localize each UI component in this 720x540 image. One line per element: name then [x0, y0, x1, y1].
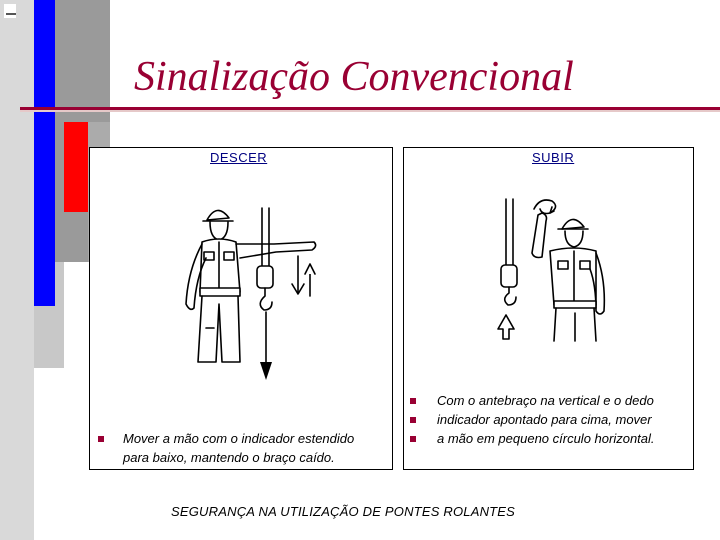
dark-tick [6, 13, 16, 15]
panel-descer-description [123, 429, 385, 467]
panel-subir-description [437, 391, 687, 448]
slide-title: Sinalização Convencional [134, 54, 574, 100]
subir-desc-line-3: a mão em pequeno círculo horizontal. [437, 431, 655, 446]
red-rule-shadow [20, 110, 720, 112]
subir-desc-line-1: Com o antebraço na vertical e o dedo [437, 393, 654, 408]
bullet-icon [410, 398, 416, 404]
descer-desc-line-2: para baixo, mantendo o braço caído. [123, 450, 335, 465]
slide-footer: SEGURANÇA NA UTILIZAÇÃO DE PONTES ROLANTES [171, 504, 516, 519]
panel-subir-label: SUBIR [532, 150, 575, 165]
gray-bar-light [0, 0, 34, 540]
bullet-icon [98, 436, 104, 442]
bullet-icon [410, 417, 416, 423]
arrow-down-icon [260, 362, 272, 380]
bullet-icon [410, 436, 416, 442]
panel-descer-label: DESCER [210, 150, 268, 165]
signalman-hoisting-illustration [490, 193, 620, 343]
red-square [64, 122, 88, 212]
blue-bar [34, 0, 55, 306]
descer-desc-line-1: Mover a mão com o indicador estendido [123, 431, 355, 446]
signalman-lowering-illustration [172, 200, 332, 382]
subir-desc-line-2: indicador apontado para cima, mover [437, 412, 652, 427]
white-notch [4, 4, 16, 18]
